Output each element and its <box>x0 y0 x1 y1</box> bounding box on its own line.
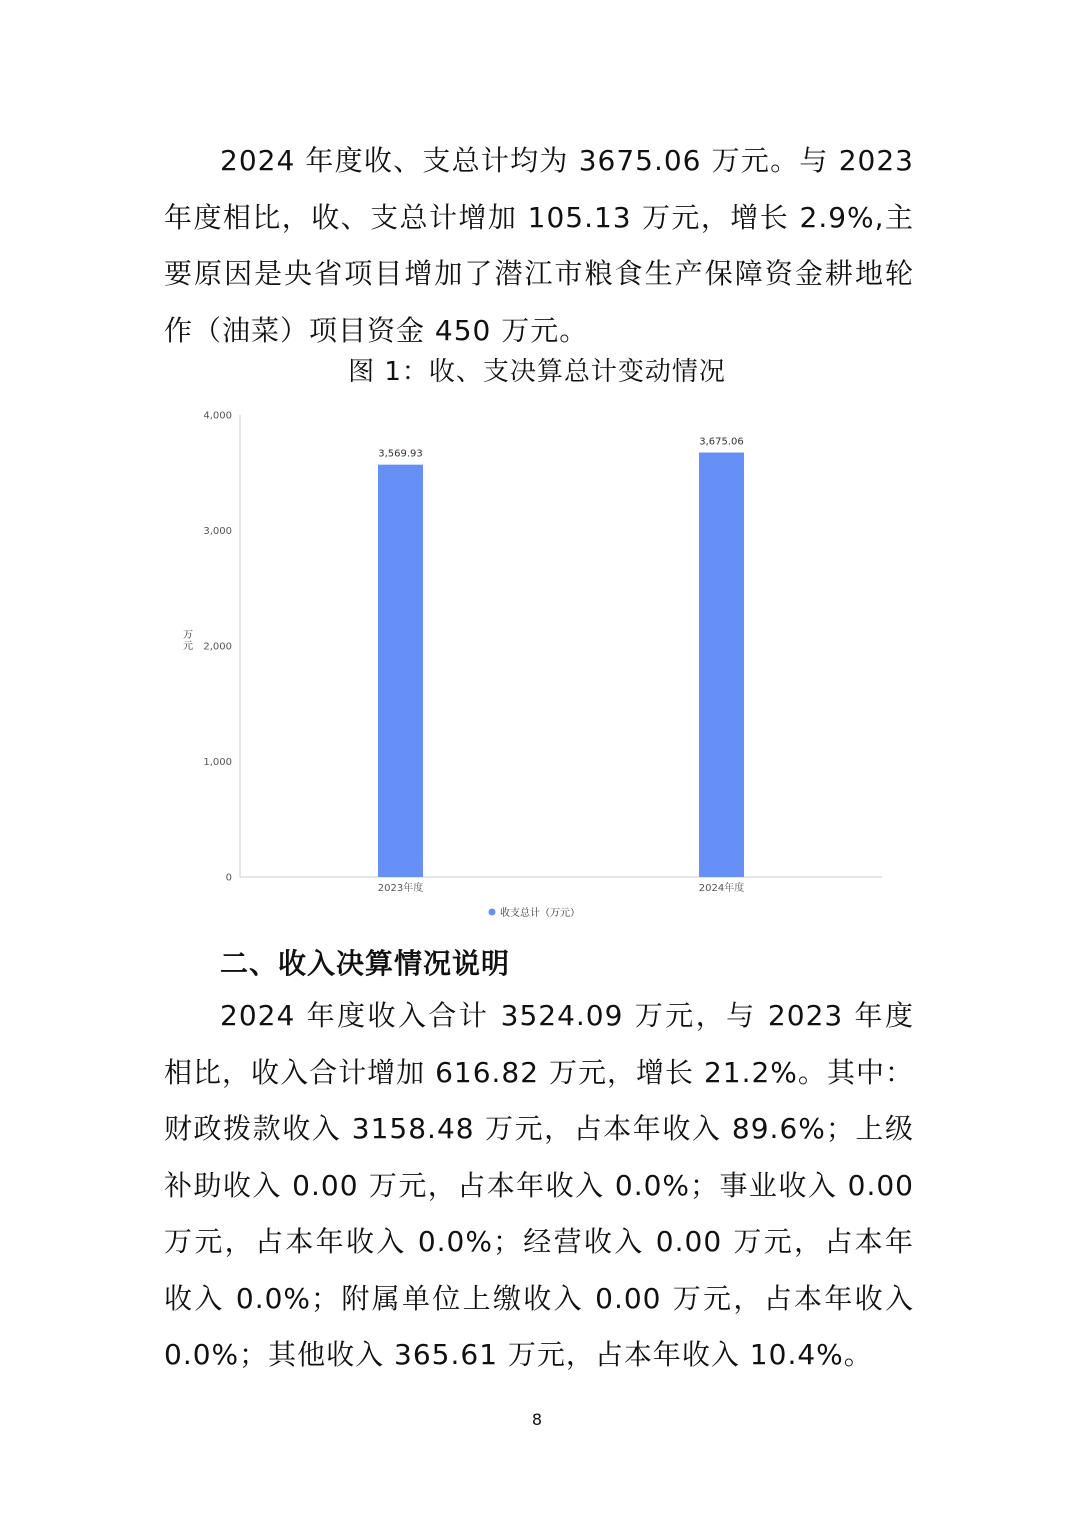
y-tick-label: 1,000 <box>203 757 232 768</box>
bar-value-label: 3,675.06 <box>699 436 744 448</box>
x-tick-label: 2023年度 <box>377 883 424 894</box>
y-tick-label: 2,000 <box>203 641 232 653</box>
y-axis-title: 万元 <box>183 630 193 652</box>
x-tick-label: 2024年度 <box>698 883 745 894</box>
chart-legend <box>489 906 581 919</box>
legend-swatch <box>489 909 496 916</box>
legend-label: 收支总计（万元） <box>500 908 580 919</box>
y-tick-label: 3,000 <box>203 526 232 537</box>
bar <box>699 453 744 877</box>
section-heading: 二、收入决算情况说明 <box>220 947 511 980</box>
bar <box>378 465 423 877</box>
bar-chart <box>170 400 890 930</box>
y-axis <box>203 411 232 884</box>
y-tick-label: 0 <box>225 872 232 884</box>
page-number: 8 <box>531 1410 543 1429</box>
bar-value-label: 3,569.93 <box>378 448 423 460</box>
paragraph-income-details: 2024 年度收入合计 3524.09 万元，与 2023 年度相比，收入合计增加 616.82 万元，增长 21.2%。其中：财政拨款收入 3158.48 万元，占本年收入 89.6%；上级补助收入 0.00 万元，占本年收入 0.0%；事业收入 0.00 万元，占本年收入 0.0%；经营收入 0.00 万元，占本年收入 0.0%；附属单位上缴收入 0.00 万元，占本年收入 0.0%；其他收入 365.61 万元，占本年收入 10.4%。 <box>164 999 914 1371</box>
x-axis <box>378 881 744 894</box>
y-tick-label: 4,000 <box>203 410 232 422</box>
figure-caption: 图 1：收、支决算总计变动情况 <box>348 357 726 387</box>
bar-series <box>378 437 744 877</box>
paragraph-income-expense-total: 2024 年度收、支总计均为 3675.06 万元。与 2023 年度相比，收、支总计增加 105.13 万元，增长 2.9%,主要原因是央省项目增加了潜江市粮食生产保障资金耕地轮作（油菜）项目资金 450 万元。 <box>164 144 914 347</box>
